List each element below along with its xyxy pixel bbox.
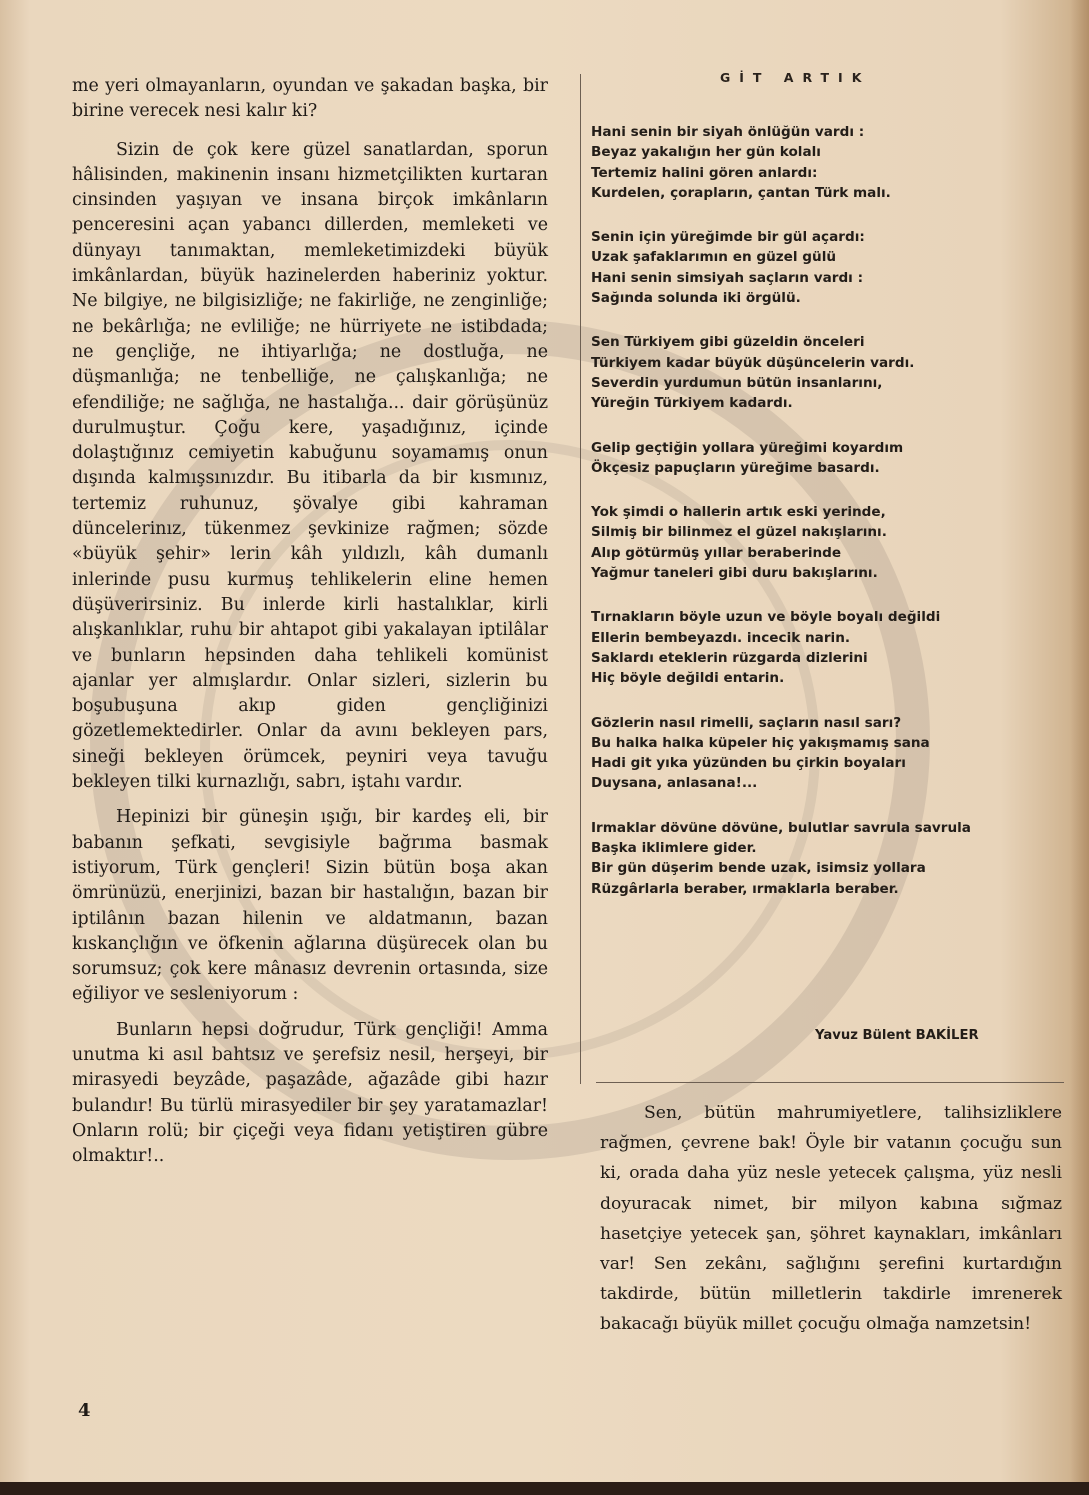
left-paragraph-4: Bunların hepsi doğrudur, Türk gençliği! Amma unutma ki asıl bahtsız ve şerefsiz nesil, herşeyi, bir mirasyedi beyzâde, paşazâde, ağazâde gibi hazır bulandır! Bu türlü mirasyediler bir şey yaratamazlar! Onların rolü; bir çiçeği veya fidanı yetiştiren gübre olmaktır!.. bbox=[72, 1019, 548, 1167]
poem-line: Hiç böyle değildi entarin. bbox=[591, 670, 785, 687]
poem-stanza-1 bbox=[591, 122, 1051, 203]
section-divider bbox=[596, 1082, 1064, 1083]
poem-line: Senin için yüreğimde bir gül açardı: bbox=[591, 229, 865, 246]
right-bottom-text bbox=[600, 1098, 1062, 1340]
page-edge-shadow bbox=[1070, 0, 1089, 1495]
poem-stanza-6 bbox=[591, 607, 1051, 688]
poem-line: Bu halka halka küpeler hiç yakışmamış sana bbox=[591, 734, 930, 751]
poem-line: Bir gün düşerim bende uzak, isimsiz yollara bbox=[591, 860, 926, 877]
poem-line: Sen Türkiyem gibi güzeldin önceleri bbox=[591, 334, 865, 351]
right-paragraph: Sen, bütün mahrumiyetlere, talihsizliklere rağmen, çevrene bak! Öyle bir vatanın çocuğu sun ki, orada daha yüz nesle yetecek çalışma, yüz nesli doyuracak nimet, bir milyon kabına sığmaz hasetçiye yetecek şan, şöhret kaynakları, imkânları var! Sen zekânı, sağlığını şerefini kurtardığın takdirde, bütün milletlerin takdirle imrenerek bakacağı büyük millet çocuğu olmağa namzetsin! bbox=[600, 1103, 1062, 1335]
poem-line: Ellerin bembeyazdı. incecik narin. bbox=[591, 629, 851, 646]
left-paragraph-3: Hepinizi bir güneşin ışığı, bir kardeş eli, bir babanın şefkati, sevgisiyle bağrıma basmak istiyorum, Türk gençleri! Sizin bütün boşa akan ömrünüzü, enerjinizi, bazan bir hastalığın, bazan bir iptilânın bazan hilenin ve aldatmanın, bazan kıskançlığın ve öfkenin ağlarına düşürecek olan bu sorumsuz; çok kere mânasız devrenin ortasında, size eğiliyor ve sesleniyorum : bbox=[72, 807, 548, 1005]
page-bottom-edge bbox=[0, 1482, 1089, 1495]
poem-line: Rüzgârlarla beraber, ırmaklarla beraber. bbox=[591, 880, 899, 897]
poem-line: Kurdelen, çorapların, çantan Türk malı. bbox=[591, 184, 891, 201]
poem-line: Yüreğin Türkiyem kadardı. bbox=[591, 395, 793, 412]
poem-line: Ökçesiz papuçların yüreğime basardı. bbox=[591, 459, 880, 476]
left-paragraph-1: me yeri olmayanların, oyundan ve şakadan başka, bir birine verecek nesi kalır ki? bbox=[72, 76, 548, 122]
poem-line: Tertemiz halini gören anlardı: bbox=[591, 164, 818, 181]
poem-line: Gelip geçtiğin yollara yüreğimi koyardım bbox=[591, 439, 904, 456]
poem-line: Alıp götürmüş yıllar beraberinde bbox=[591, 544, 842, 561]
poem-line: Irmaklar dövüne dövüne, bulutlar savrula savrula bbox=[591, 819, 971, 836]
poem-line: Saklardı eteklerin rüzgarda dizlerini bbox=[591, 649, 868, 666]
poem-stanza-5 bbox=[591, 502, 1051, 583]
poem-line: Tırnakların böyle uzun ve böyle boyalı değildi bbox=[591, 609, 941, 626]
poem-title: GİT ARTIK bbox=[720, 70, 871, 85]
poem-line: Yok şimdi o hallerin artık eski yerinde, bbox=[591, 504, 886, 521]
poem bbox=[591, 122, 1051, 923]
page-number: 4 bbox=[78, 1400, 91, 1421]
poem-stanza-4 bbox=[591, 438, 1051, 479]
left-paragraph-2: Sizin de çok kere güzel sanatlardan, sporun hâlisinden, makinenin insanı hizmetçilikten kurtaran cinsinden yaşıyan ve insana birçok imkânların penceresini açan yabancı dillerden, memleketi ve dünyayı tanımaktan, memleketimizdeki büyük imkânlardan, büyük hazinelerden haberiniz yoktur. Ne bilgiye, ne bilgisizliğe; ne fakirliğe, ne zenginliğe; ne bekârlığa; ne evliliğe; ne hürriyete ne istibdada; ne gençliğe, ne ihtiyarlığa; ne dostluğa, ne düşmanlığa; ne tenbelliğe, ne çalışkanlığa; ne efendiliğe; ne sağlığa, ne hastalığa... dair görüşünüz durulmuştur. Çoğu kere, yaşadığınız, içinde dolaştığınız cemiyetin kabuğunu soyamamış onun dışında kalmışsınızdır. Bu itibarla da bir kısmınız, tertemiz ruhunuz, şövalye gibi kahraman düncelerinız, tükenmez şevkinize rağmen; sözde «büyük şehir» lerin kâh yıldızlı, kâh dumanlı inlerinde pusu kurmuş tehlikelerin eline hemen düşüverirsiniz. Bu inlerde kirli hastalıklar, kirli alışkanlıklar, ruhu bir ahtapot gibi yakalayan iptilâlar ve bunların hepsinden daha tehlikeli komünist ajanlar yer almışlardır. Onlar sizleri, sizlerin bu boşubuşuna akıp giden gençliğinizi gözetlemektedirler. Onlar da avını bekleyen pars, sineği bekleyen örümcek, peyniri veya tavuğu bekleyen tilki kurnazlığı, sabrı, iştahı vardır. bbox=[72, 139, 548, 793]
column-divider bbox=[580, 74, 581, 1084]
poem-line: Gözlerin nasıl rimelli, saçların nasıl sarı? bbox=[591, 714, 902, 731]
poem-line: Silmiş bir bilinmez el güzel nakışlarını. bbox=[591, 524, 887, 541]
poem-line: Duysana, anlasana!... bbox=[591, 775, 758, 792]
poem-author: Yavuz Bülent BAKİLER bbox=[815, 1028, 979, 1043]
poem-line: Hadi git yıka yüzünden bu çirkin boyaları bbox=[591, 755, 906, 772]
poem-stanza-7 bbox=[591, 713, 1051, 794]
poem-line: Uzak şafaklarımın en güzel gülü bbox=[591, 249, 837, 266]
left-column bbox=[72, 74, 548, 1179]
poem-stanza-2 bbox=[591, 227, 1051, 308]
poem-line: Yağmur taneleri gibi duru bakışlarını. bbox=[591, 565, 878, 582]
poem-line: Sağında solunda iki örgülü. bbox=[591, 290, 801, 307]
poem-line: Hani senin simsiyah saçların vardı : bbox=[591, 269, 864, 286]
poem-line: Hani senin bir siyah önlüğün vardı : bbox=[591, 124, 865, 140]
poem-stanza-3 bbox=[591, 332, 1051, 413]
poem-line: Severdin yurdumun bütün insanlarını, bbox=[591, 374, 883, 391]
poem-line: Başka iklimlere gider. bbox=[591, 840, 757, 857]
poem-stanza-8 bbox=[591, 818, 1051, 899]
poem-line: Beyaz yakalığın her gün kolalı bbox=[591, 144, 821, 161]
poem-line: Türkiyem kadar büyük düşüncelerin vardı. bbox=[591, 354, 915, 371]
